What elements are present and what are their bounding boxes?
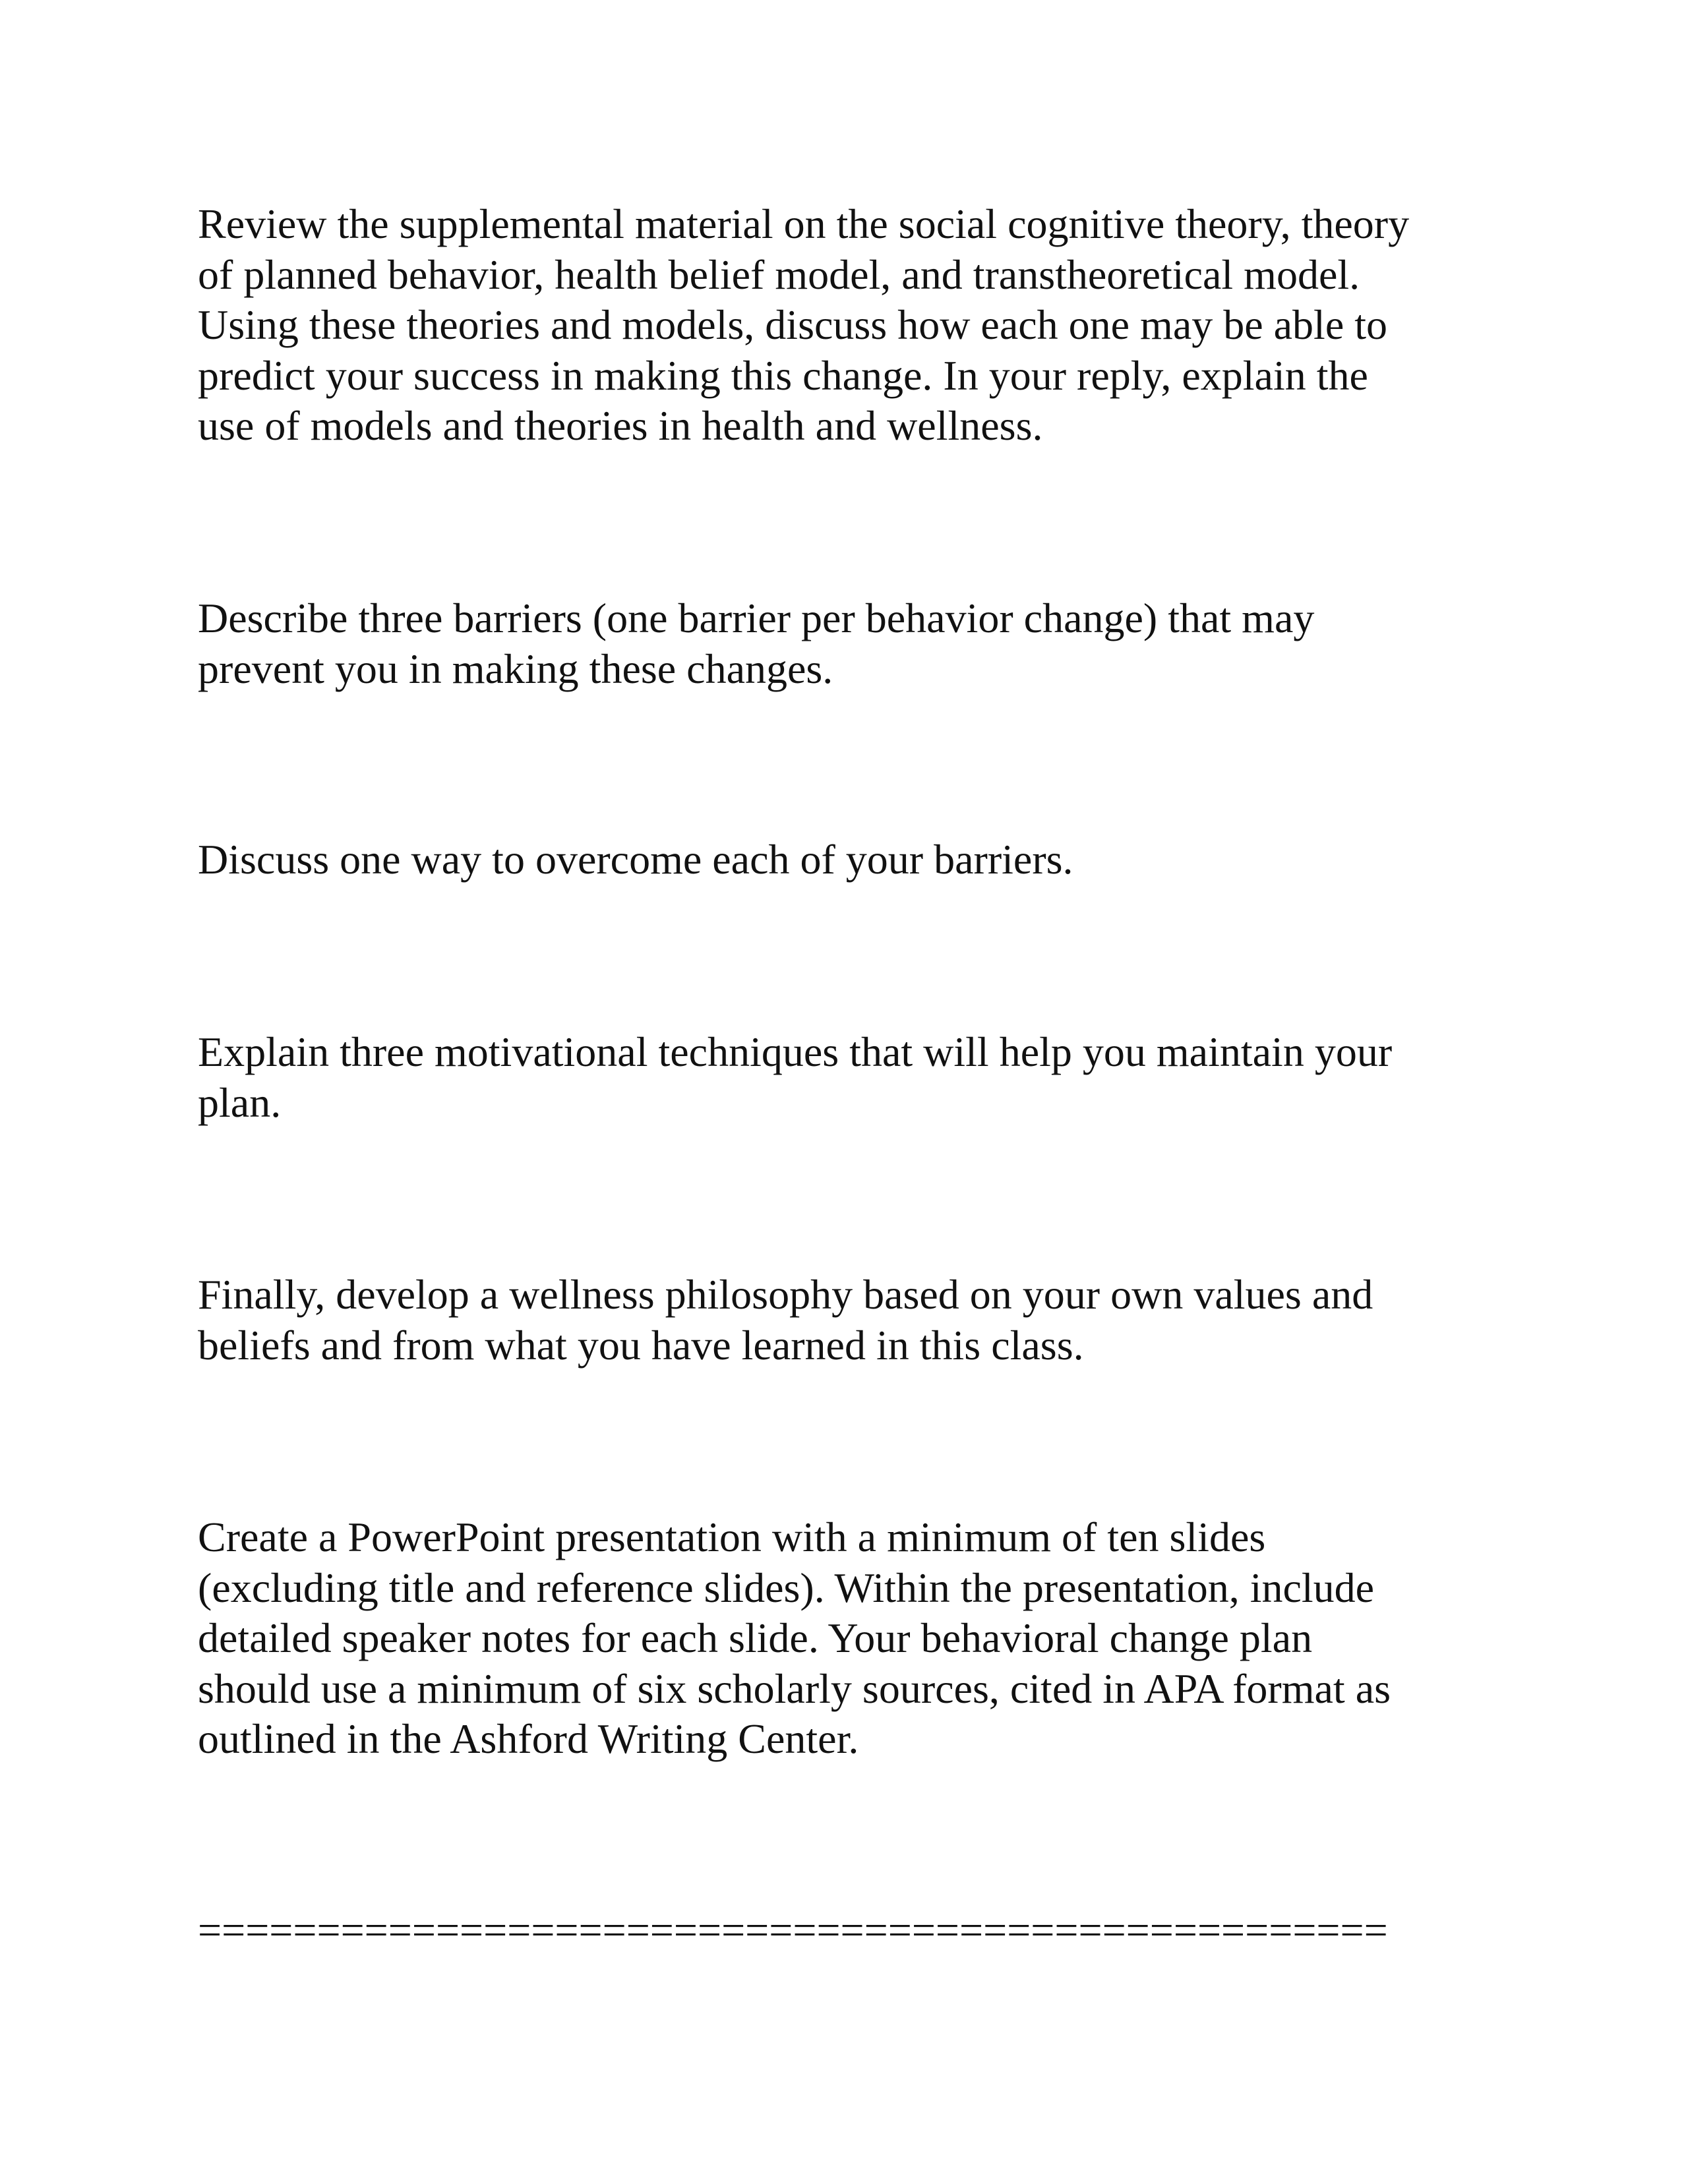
paragraph-barriers: Describe three barriers (one barrier per behavior change) that may prevent you in making these changes. — [198, 595, 1315, 692]
paragraph-wellness-philosophy: Finally, develop a wellness philosophy based on your own values and beliefs and from what you have learned in this class. — [198, 1271, 1373, 1369]
paragraph-overcome-barriers: Discuss one way to overcome each of your barriers. — [198, 836, 1073, 883]
paragraph-motivational-techniques: Explain three motivational techniques that will help you maintain your plan. — [198, 1028, 1393, 1126]
separator-line: ================================================== — [198, 1906, 1388, 1953]
paragraph-powerpoint-requirements: Create a PowerPoint presentation with a minimum of ten slides (excluding title and reference slides). Within the presentation, include detailed speaker notes for each slide. Your behavioral change plan should use a minimum of six scholarly sources, cited in APA format as outlined in the Ashford Writing Center. — [198, 1514, 1391, 1762]
paragraph-theories-models: Review the supplemental material on the social cognitive theory, theory of planned behavior, health belief model, and transtheoretical model. Using these theories and models, discuss how each one may be able to predict your success in making this change. In your reply, explain the use of models and theories in health and wellness. — [198, 200, 1410, 449]
